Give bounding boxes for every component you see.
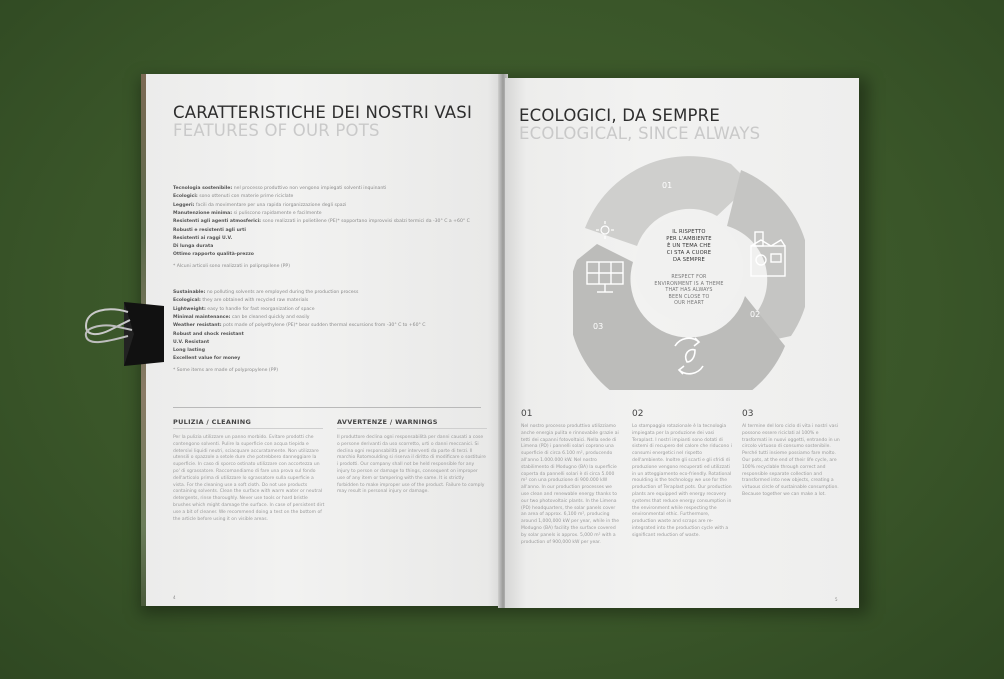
feature-line bbox=[173, 227, 246, 234]
feature-line bbox=[173, 289, 358, 296]
left-page-subtitle: FEATURES OF OUR POTS bbox=[173, 121, 380, 140]
left-page-title: CARATTERISTICHE DEI NOSTRI VASI bbox=[173, 103, 473, 122]
feature-label: Manutenzione minima: bbox=[173, 210, 233, 216]
feature-line bbox=[173, 235, 232, 242]
column-03-number: 03 bbox=[742, 409, 754, 419]
left-page-number: 4 bbox=[173, 595, 176, 600]
right-page-title: ECOLOGICI, DA SEMPRE bbox=[519, 106, 720, 125]
binder-clip-icon bbox=[80, 296, 170, 370]
column-03-text: Al termine del loro ciclo di vita i nostri vasi possono essere riciclati al 100% e trasformati in nuovi oggetti, entrando in un circolo virtuoso di consumo sostenibile. Perché tutti insieme possiamo fare molto. Our pots, at the end of their life cycle, are 100% recyclable through correct and responsible separate collection and transformed into new objects, creating a virtuous circle of sustainable consumption. Because together we can make a lot. bbox=[742, 424, 840, 497]
feature-label: Ottimo rapporto qualità-prezzo bbox=[173, 252, 254, 258]
cleaning-text: Per la pulizia utilizzare un panno morbido. Evitare prodotti che contengono solventi. Pulire la superficie con acqua tiepida e detersivi liquidi neutri, sciacquare accuratamente. Non utilizzare utensili o spazzole a setole dure che potrebbero danneggiare la superficie. In caso di sporco ostinato utilizzare con accortezza un po' di sgrassatore. Raccomandiamo di fare una prova sul fondo dell'articolo prima di utilizzare lo sgrassatore sulla superficie a vista. For the cleaning use a soft cloth. Do not use products containing solvents. Clean the surface with warm water or neutral detergents, rinse thoroughly. Never use tools or hard bristle brushes which might damage the surface. In case of persistent dirt use a bit of cleaner. We recommend doing a test on the bottom of the article before using it on visible areas. bbox=[173, 435, 325, 522]
feature-label: U.V. Resistant bbox=[173, 339, 210, 345]
feature-label: Excellent value for money bbox=[173, 356, 241, 362]
column-02-number: 02 bbox=[632, 409, 644, 419]
feature-description: sono realizzati in polietilene (PE)* sopportano improvvisi sbalzi termici da -30° C a +60° C bbox=[261, 219, 470, 225]
center-en-line: OUR HEART bbox=[674, 301, 704, 307]
feature-line bbox=[173, 339, 209, 346]
feature-line bbox=[173, 185, 386, 192]
column-01-number: 01 bbox=[521, 409, 533, 419]
feature-line bbox=[173, 314, 310, 321]
note-italian: * Alcuni articoli sono realizzati in polipropilene (PP) bbox=[173, 264, 290, 269]
center-it-line: È UN TEMA CHE bbox=[667, 243, 711, 249]
feature-description: easy to handle for fast reorganization of space bbox=[205, 306, 315, 312]
center-it-line: DA SEMPRE bbox=[673, 257, 705, 263]
center-en-line: RESPECT FOR bbox=[671, 275, 707, 280]
right-page-subtitle: ECOLOGICAL, SINCE ALWAYS bbox=[519, 124, 761, 143]
center-it-line: IL RISPETTO bbox=[672, 229, 706, 235]
feature-line bbox=[173, 331, 244, 338]
column-01-text: Nel nostro processo produttivo utilizziamo anche energia pulita e rinnovabile grazie ai tetti dei capanni fotovoltaici. Nella sede di Limena (PD) i pannelli solari coprono una superficie di circa 6.100 m², producendo all'anno 1.000.000 kW. Nel nostro stabilimento di Modugno (BA) la superficie coperta da pannelli solari è di circa 5.000 m² con una produzione di 900.000 kW all'anno. In our production processes we use clean and renewable energy thanks to our two photovoltaic plants. In the Limena (PD) headquarters, the solar panels cover an area of approx. 6,100 m², producing around 1,000,000 kW per year, while in the Modugno (BA) facility the surface covered by solar panels is approx. 5,000 m² with a production of 900,000 kW per year. bbox=[521, 424, 620, 545]
feature-description: pots made of polyethylene (PE)* bear sudden thermal excursions from -30° C to +60° C bbox=[221, 323, 426, 329]
feature-line bbox=[173, 306, 315, 313]
center-en-line: THAT HAS ALWAYS bbox=[665, 288, 713, 294]
feature-line bbox=[173, 297, 308, 304]
feature-label: Tecnologia sostenibile: bbox=[173, 186, 233, 191]
feature-label: Resistenti agli agenti atmosferici: bbox=[173, 219, 261, 225]
center-statement-en bbox=[629, 275, 749, 308]
feature-line bbox=[173, 355, 240, 362]
cleaning-heading: PULIZIA / CLEANING bbox=[173, 418, 252, 426]
feature-description: no polluting solvents are employed during the production process bbox=[205, 290, 359, 295]
cycle-label-03: 03 bbox=[593, 322, 604, 331]
center-en-line: BEEN CLOSE TO bbox=[668, 294, 710, 300]
center-en-line: ENVIRONMENT IS A THEME bbox=[654, 281, 724, 287]
feature-line bbox=[173, 251, 254, 258]
feature-label: Weather resistant: bbox=[173, 323, 222, 329]
feature-description: they are obtained with recycled raw materials bbox=[200, 298, 309, 304]
feature-label: Leggeri: bbox=[173, 202, 195, 208]
feature-label: Ecological: bbox=[173, 298, 201, 304]
feature-label: Minimal maintenance: bbox=[173, 314, 231, 320]
feature-label: Ecologici: bbox=[173, 194, 198, 200]
feature-line bbox=[173, 322, 426, 329]
center-statement-it bbox=[639, 229, 739, 264]
feature-description: sono ottenuti con materie prime riciclate bbox=[197, 194, 294, 200]
feature-line bbox=[173, 193, 293, 200]
feature-line bbox=[173, 218, 470, 225]
eco-cycle-diagram bbox=[573, 150, 805, 390]
note-english: * Some items are made of polypropylene (PP) bbox=[173, 368, 279, 373]
feature-label: Lightweight: bbox=[173, 306, 206, 312]
feature-label: Robusti e resistenti agli urti bbox=[173, 227, 246, 233]
warnings-rule bbox=[337, 428, 487, 429]
left-page bbox=[146, 74, 502, 606]
feature-description: si puliscono rapidamente e facilmente bbox=[232, 210, 322, 216]
column-02-text: Lo stampaggio rotazionale è la tecnologia impiegata per la produzione dei vasi Teraplast. I nostri impianti sono dotati di sistemi di recupero del calore che riducono i consumi energetici nel rispetto dell'ambiente. Inoltre gli scarti e gli sfridi di produzione vengono recuperati ed utilizzati in un atteggiamento eco-friendly. Rotational moulding is the technology we use for the production of Teraplast pots. Our production plants are equipped with energy recovery systems that reduce energy consumption in the environment while respecting the environmental ethic. Furthermore, production waste and scraps are re-integrated into the production cycle with a significant reduction of waste. bbox=[632, 424, 732, 538]
feature-label: Robust and shock resistant bbox=[173, 331, 244, 337]
feature-label: Sustainable: bbox=[173, 290, 206, 295]
cycle-label-01: 01 bbox=[662, 181, 673, 190]
cycle-label-02: 02 bbox=[750, 310, 761, 319]
feature-description: can be cleaned quickly and easily bbox=[230, 314, 310, 320]
feature-label: Resistenti ai raggi U.V. bbox=[173, 235, 233, 241]
feature-label: Di lunga durata bbox=[173, 244, 214, 250]
feature-description: nel processo produttivo non vengono impiegati solventi inquinanti bbox=[232, 186, 387, 191]
warnings-heading: AVVERTENZE / WARNINGS bbox=[337, 418, 438, 426]
feature-label: Long lasting bbox=[173, 348, 205, 354]
feature-description: facili da movimentare per una rapida riorganizzazione degli spazi bbox=[194, 202, 347, 208]
cleaning-rule bbox=[173, 428, 323, 429]
warnings-text: Il produttore declina ogni responsabilità per danni causati a cose o persone derivanti da uso scorretto, urti o danni meccanici. Si declina ogni responsabilità per interventi da parte di terzi. Il marchio Rotomoulding si riserva il diritto di modificare o sostituire i prodotti. Our company shall not be held responsible for any injury to person or damage to things, consequent on improper use of any item or tampering with the same. It is strictly forbidden to make improper use of the product. Failure to comply may result in personal injury or damage. bbox=[337, 435, 486, 495]
center-it-line: PER L'AMBIENTE bbox=[666, 236, 712, 242]
right-page-number: 5 bbox=[835, 597, 838, 602]
right-page bbox=[505, 78, 859, 608]
feature-line bbox=[173, 347, 205, 354]
feature-line bbox=[173, 202, 346, 209]
center-it-line: CI STA A CUORE bbox=[666, 250, 712, 256]
divider bbox=[173, 407, 481, 408]
feature-line bbox=[173, 243, 213, 250]
feature-line bbox=[173, 210, 322, 217]
